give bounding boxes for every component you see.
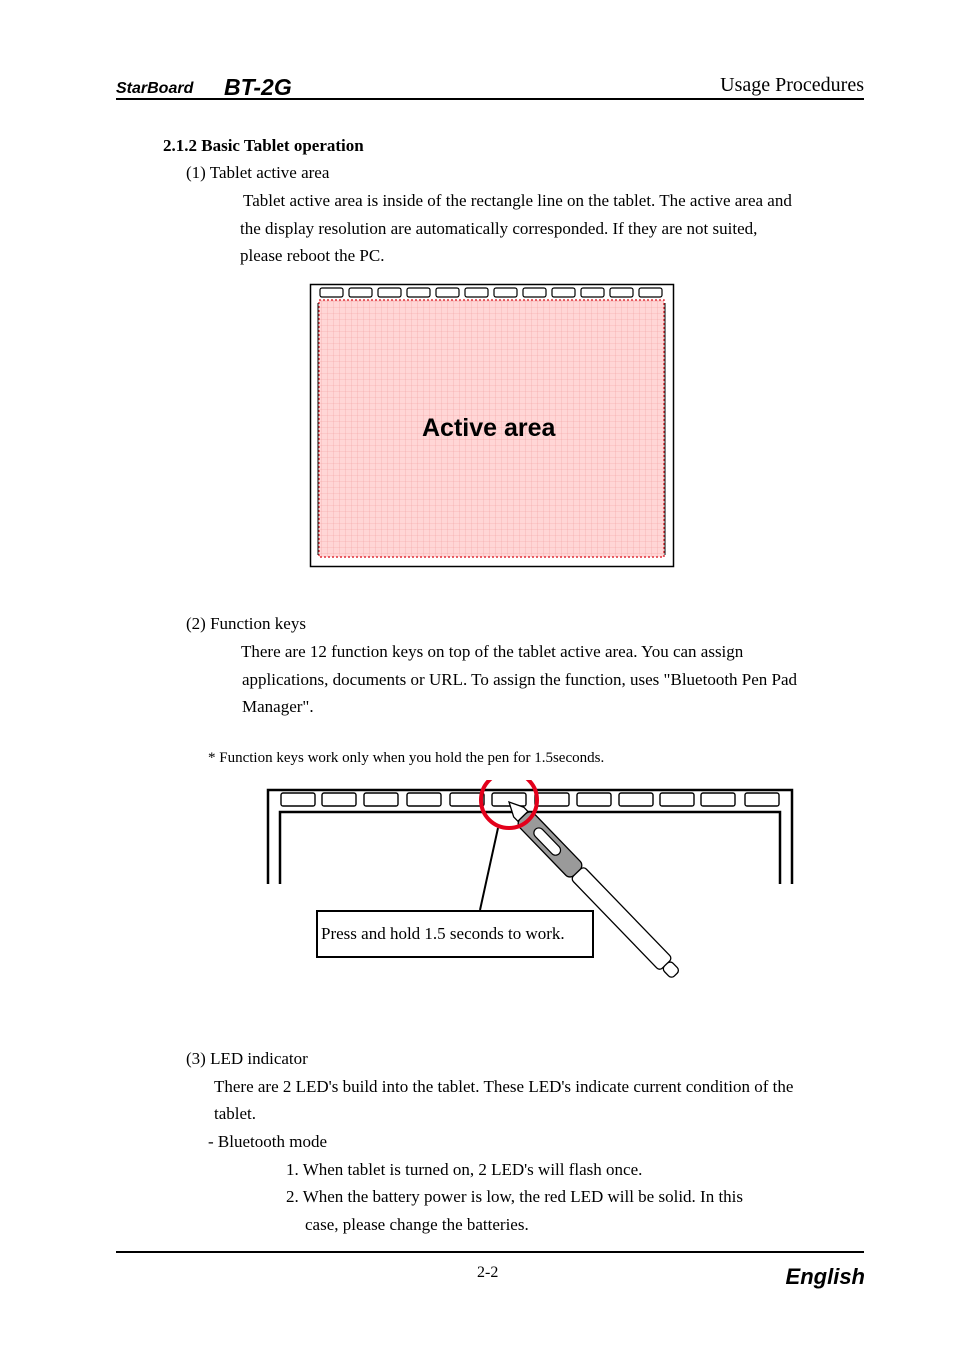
function-key-note: * Function keys work only when you hold the pen for 1.5seconds. <box>208 750 605 766</box>
subsection-1-line-2: the display resolution are automatically corresponded. If they are not suited, <box>240 219 758 238</box>
led-item-2: 2. When the battery power is low, the red LED will be solid. In this <box>286 1187 744 1206</box>
subsection-3-line-2: tablet. <box>214 1104 257 1123</box>
callout-box <box>316 910 594 958</box>
subsection-2-line-1: There are 12 function keys on top of the tablet active area. You can assign <box>241 642 744 661</box>
subsection-1-title: (1) Tablet active area <box>186 163 330 182</box>
language-label: English <box>785 1264 865 1289</box>
subsection-2-line-2: applications, documents or URL. To assign the function, uses "Bluetooth Pen Pad <box>242 670 798 689</box>
subsection-2-title: (2) Function keys <box>186 614 306 633</box>
subsection-2-line-3: Manager". <box>242 697 314 716</box>
led-item-2-continued: case, please change the batteries. <box>305 1215 529 1234</box>
header-rule <box>116 98 864 100</box>
footer-rule <box>116 1251 864 1253</box>
page-header <box>116 74 864 100</box>
subsection-1-line-1: Tablet active area is inside of the rectangle line on the tablet. The active area and <box>243 191 792 210</box>
callout-leader-line <box>480 828 498 910</box>
header-section-title: Usage Procedures <box>720 74 864 96</box>
brand-model: BT-2G <box>224 74 292 100</box>
subsection-3-title: (3) LED indicator <box>186 1049 308 1068</box>
active-area-label: Active area <box>422 414 556 442</box>
brand-name: StarBoard <box>116 80 194 97</box>
bluetooth-mode-label: - Bluetooth mode <box>208 1132 327 1151</box>
led-item-1: 1. When tablet is turned on, 2 LED's will flash once. <box>286 1160 643 1179</box>
callout-text: Press and hold 1.5 seconds to work. <box>321 924 565 943</box>
function-key-row-large <box>281 793 779 806</box>
page-number: 2-2 <box>477 1264 499 1281</box>
section-heading: 2.1.2 Basic Tablet operation <box>163 136 364 155</box>
subsection-3-line-1: There are 2 LED's build into the tablet. These LED's indicate current condition of the <box>214 1077 794 1096</box>
subsection-1-line-3: please reboot the PC. <box>240 246 385 265</box>
